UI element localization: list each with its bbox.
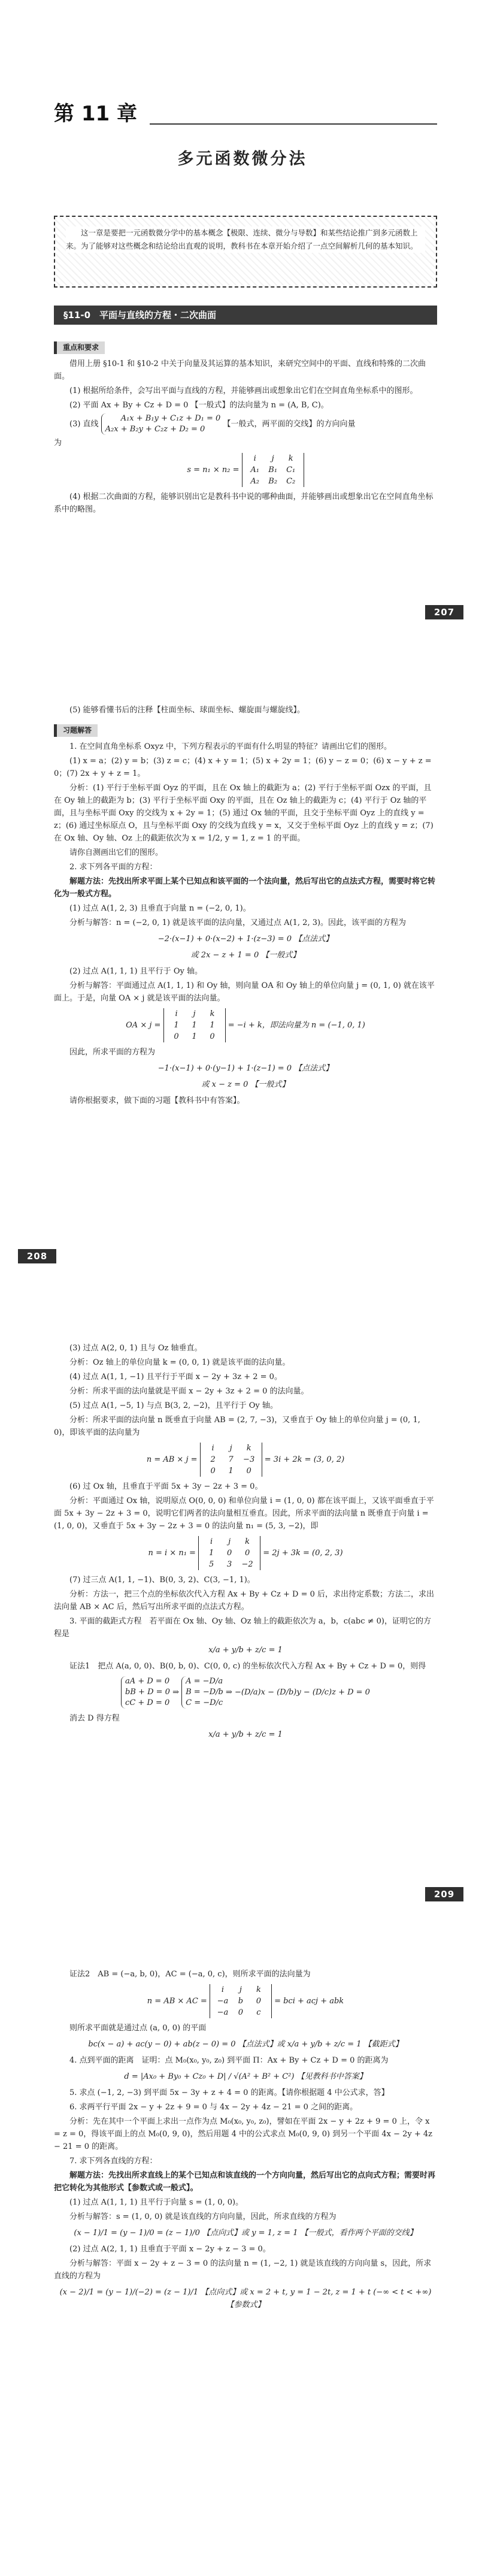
- page-209: [0, 1288, 485, 1932]
- question-2-5-formula: [54, 1443, 437, 1477]
- question-2-1: (1) 过点 A(1, 2, 3) 且垂直于向量 n = (−2, 0, 1)。: [69, 904, 251, 913]
- question-2-2-formula: [54, 1008, 437, 1042]
- question-2-4-analysis: 分析：所求平面的法向量就是平面 x − 2y + 3z + 2 = 0 的法向量。: [69, 1387, 309, 1396]
- det-cell: −3: [243, 1455, 255, 1464]
- question-2-1-answer: 分析与解答：n = (−2, 0, 1) 就是该平面的法向量，又通过点 A(1, 2, 3)。因此，该平面的方程为: [69, 918, 407, 927]
- distance-formula: d = |Ax₀ + By₀ + Cz₀ + D| / √(A² + B² + C²) 【见教科书中答案】: [124, 2072, 367, 2081]
- requirement-3-prefix: (3) 直线: [69, 419, 99, 429]
- det-cell: −a: [217, 2008, 229, 2017]
- exercises-block-3: [54, 1968, 437, 2315]
- system-solution: A = −D/a: [186, 1677, 223, 1686]
- direction-formula-left: s = n₁ × n₂ =: [187, 465, 240, 474]
- exercises-block-2: [54, 1342, 437, 1744]
- proof-1-solutions: [181, 1676, 223, 1709]
- proof-1: 证法1 把点 A(a, 0, 0)、B(0, b, 0)、C(0, 0, c) 的坐标依次代入方程 Ax + By + Cz + D = 0，则得: [69, 1662, 426, 1671]
- proof-2-tail: 则所求平面就是通过点 (a, 0, 0) 的平面: [69, 2024, 207, 2033]
- question-2-1-eq2: 或 2x − z + 1 = 0 【一般式】: [190, 951, 301, 960]
- cross-determinant: [200, 1443, 262, 1477]
- question-2-4: (4) 过点 A(1, 1, −1) 且平行于平面 x − 2y + 3z + 2 = 0。: [69, 1372, 282, 1381]
- cross-determinant: [210, 1984, 272, 2018]
- proof-1-system: aA + D = 0 bB + D = 0 cC + D = 0 ⇒ A = −D/a B = −D/b C = −D/c ⇒ −(D/a)x − (D/b)y − (D/c)z + D = 0: [54, 1676, 437, 1709]
- system-eq: aA + D = 0: [125, 1677, 170, 1686]
- det-cell: −a: [217, 1997, 229, 2006]
- question-2: 2. 求下列各平面的方程：: [69, 863, 157, 872]
- det-cell: 1: [192, 1032, 197, 1041]
- page-207: [0, 0, 485, 644]
- question-2-2-note: 请你根据要求，做下面的习题【教科书中有答案】。: [69, 1096, 245, 1105]
- exercises-block-1: [54, 704, 437, 1109]
- question-7-2-eq: (x − 2)/1 = (y − 1)/(−2) = (z − 1)/1 【点向式】或 x = 2 + t, y = 1 − 2t, z = 1 + t (−∞ < t < +∞) 【参数式】: [59, 2288, 432, 2309]
- question-2-2-eq2: 或 x − z = 0 【一般式】: [201, 1080, 290, 1089]
- requirement-5: (5) 能够看懂书后的注释【柱面坐标、球面坐标、螺旋面与螺旋线】。: [69, 706, 305, 715]
- system-solution: B = −D/b: [186, 1688, 223, 1697]
- proof-1-substitution: ⇒ −(D/a)x − (D/b)y − (D/c)z + D = 0: [225, 1688, 370, 1697]
- det-cell: i: [221, 1985, 225, 1994]
- det-cell: B₁: [268, 465, 278, 474]
- det-cell: 1: [228, 1467, 234, 1476]
- question-3: 3. 平面的截距式方程 若平面在 Ox 轴、Oy 轴、Oz 轴上的截距依次为 a，b，c(abc ≠ 0)，证明它的方程是: [54, 1617, 431, 1638]
- det-cell: 0: [210, 1467, 216, 1476]
- det-cell: C₁: [286, 465, 296, 474]
- question-2-2-answer: 分析与解答：平面通过点 A(1, 1, 1) 和 Oy 轴，则向量 OA 和 Oy 轴上的单位向量 j = (0, 1, 0) 就在该平面上。于是，向量 OA × j 就是该平面的法向量。: [54, 981, 435, 1003]
- formula-result: = bci + acj + abk: [274, 1997, 344, 2006]
- page-number: 209: [425, 1887, 463, 1901]
- requirement-4: (4) 根据二次曲面的方程，能够识别出它是教科书中说的哪种曲面，并能够画出或想象出它在空间直角坐标系中的略图。: [54, 492, 434, 514]
- question-7-1: (1) 过点 A(1, 1, 1) 且平行于向量 s = (1, 0, 0)。: [69, 2198, 244, 2207]
- det-cell: i: [175, 1009, 178, 1018]
- question-5: 5. 求点 (−1, 2, −3) 到平面 5x − 3y + z + 4 = 0 的距离。【请你根据题 4 中公式求，答】: [69, 2088, 389, 2097]
- question-7: 7. 求下列各直线的方程：: [69, 2157, 157, 2166]
- det-cell: j: [239, 1985, 242, 1994]
- det-cell: 5: [208, 1560, 214, 1569]
- question-1-note: 请你自测画出它们的图形。: [69, 848, 163, 857]
- line-general-form: [101, 413, 221, 435]
- requirement-3-tail: 为: [54, 439, 62, 448]
- proof-1-eqs: [121, 1676, 170, 1709]
- requirements-intro: 借用上册 §10-1 和 §10-2 中关于向量及其运算的基本知识，来研究空间中的平面、直线和特殊的二次曲面。: [54, 359, 426, 381]
- question-2-3-analysis: 分析：Oz 轴上的单位向量 k = (0, 0, 1) 就是该平面的法向量。: [69, 1358, 290, 1367]
- question-2-6-formula: [54, 1536, 437, 1570]
- det-cell: 1: [192, 1021, 197, 1030]
- direction-vector-formula: [54, 453, 437, 487]
- requirement-2: (2) 平面 Ax + By + Cz + D = 0 【一般式】的法向量为 n = (A, B, C)。: [69, 401, 329, 410]
- cross-determinant: [198, 1536, 260, 1570]
- requirements-tag: 重点和要求: [54, 341, 105, 354]
- formula-left: n = AB × AC =: [147, 1997, 207, 2006]
- det-cell: k: [288, 454, 293, 463]
- proof-1-end: 消去 D 得方程: [69, 1714, 120, 1723]
- requirements-block: [54, 335, 437, 518]
- requirement-1: (1) 根据所给条件，会写出平面与直线的方程，并能够画出或想象出它们在空间直角坐标系中的图形。: [69, 386, 418, 395]
- det-cell: j: [228, 1537, 231, 1546]
- question-2-method: 解题方法：先找出所求平面上某个已知点和该平面的一个法向量，然后写出它的点法式方程，需要时将它转化为一般式方程。: [54, 877, 436, 899]
- det-cell: C₂: [286, 477, 296, 486]
- formula-result: = 2j + 3k = (0, 2, 3): [263, 1549, 343, 1558]
- question-2-2-conclusion: 因此，所求平面的方程为: [69, 1048, 156, 1057]
- chapter-title: 多元函数微分法: [177, 150, 308, 168]
- det-cell: 0: [210, 1032, 215, 1041]
- det-cell: 0: [256, 1997, 262, 2006]
- requirement-3-suffix: 【一般式，两平面的交线】的方向向量: [223, 419, 356, 429]
- det-cell: A₁: [250, 465, 259, 474]
- question-6-analysis: 分析：先在其中一个平面上求出一点作为点 M₀(x₀, y₀, z₀)，譬如在平面 2x − y + 2z + 9 = 0 上，令 x = z = 0，得该平面上的点 M₀(0, 9, 0)，然后用题 4 中的公式求点 M₀(0, 9, 0) 到另一个平面 4x − 2y + 4z − 21 = 0 的距离。: [54, 2117, 433, 2151]
- proof-2-formula: [54, 1984, 437, 2018]
- det-cell: b: [238, 1997, 244, 2006]
- proof-2: 证法2 AB = (−a, b, 0)，AC = (−a, 0, c)，则所求平面的法向量为: [69, 1970, 311, 1979]
- det-cell: i: [211, 1444, 214, 1453]
- page-210: [0, 1932, 485, 2576]
- question-2-1-eq1: −2·(x−1) + 0·(x−2) + 1·(z−3) = 0 【点法式】: [157, 935, 334, 944]
- question-2-3: (3) 过点 A(2, 0, 1) 且与 Oz 轴垂直。: [69, 1344, 202, 1353]
- question-1-analysis: 分析：(1) 平行于坐标平面 Oyz 的平面，且在 Ox 轴上的截距为 a；(2) 平行于坐标平面 Ozx 的平面，且在 Oy 轴上的截距为 b；(3) 平行于坐标平面 Oxy 的平面，且在 Oz 轴上的截距为 c；(4) 平行于 Oz 轴的平面，且与坐标平面 Oxy 的交线为 x + 2y = 1；(5) 通过 Ox 轴的平面，且交于坐标平面 Oyz 上的直线 y = z；(6) 通过坐标原点 O，且与坐标平面 Oxy 的交线为直线 y = x，又交于坐标平面 Oyz 上的直线 y = z；(7) 在 Ox 轴、Oy 轴、Oz 上的截距依次为 x = 1/2, y = 1, z = 1 的平面。: [54, 784, 434, 843]
- question-1-items: (1) x = a；(2) y = b；(3) z = c；(4) x + y = 1；(5) x + 2y = 1；(6) y − z = 0；(6) x − y + z = 0；(7) 2x + y + z = 1。: [54, 757, 432, 778]
- det-cell: 1: [208, 1549, 214, 1558]
- det-cell: c: [256, 2008, 261, 2017]
- det-cell: −2: [241, 1560, 253, 1569]
- proof-2-eq: bc(x − a) + ac(y − 0) + ab(z − 0) = 0 【点法式】或 x/a + y/b + z/c = 1 【截距式】: [88, 2040, 403, 2049]
- det-cell: 0: [246, 1467, 251, 1476]
- direction-determinant: [242, 453, 304, 487]
- det-cell: j: [229, 1444, 232, 1453]
- line-general-eq2: A₂x + B₂y + C₂z + D₂ = 0: [105, 425, 205, 434]
- chapter-label: 第 11 章: [54, 102, 137, 126]
- system-eq: cC + D = 0: [125, 1698, 170, 1707]
- det-cell: 2: [210, 1455, 216, 1464]
- proof-1-result: x/a + y/b + z/c = 1: [208, 1730, 283, 1739]
- question-2-5-analysis: 分析：所求平面的法向量 n 既垂直于向量 AB = (2, 7, −3)，又垂直于 Oy 轴上的单位向量 j = (0, 1, 0)，即该平面的法向量为: [54, 1416, 420, 1437]
- requirement-3: [54, 413, 437, 435]
- formula-result: = −i + k，即法向量为 n = (−1, 0, 1): [228, 1021, 365, 1030]
- det-cell: k: [245, 1537, 250, 1546]
- det-cell: k: [210, 1009, 215, 1018]
- formula-left: n = i × n₁ =: [148, 1549, 196, 1558]
- line-general-eq1: A₁x + B₁y + C₁z + D₁ = 0: [120, 414, 221, 423]
- system-eq: bB + D = 0: [125, 1688, 170, 1697]
- intercept-form-eq: x/a + y/b + z/c = 1: [208, 1646, 283, 1655]
- det-cell: 0: [174, 1032, 179, 1041]
- det-cell: 7: [228, 1455, 234, 1464]
- chapter-intro-box: [54, 216, 437, 288]
- question-2-5: (5) 过点 A(1, −5, 1) 与点 B(3, 2, −2)，且平行于 Oy 轴。: [69, 1401, 278, 1410]
- det-cell: 3: [226, 1560, 232, 1569]
- question-2-6: (6) 过 Ox 轴，且垂直于平面 5x + 3y − 2z + 3 = 0。: [69, 1482, 263, 1491]
- page-number: 208: [18, 1249, 56, 1263]
- question-7-1-answer: 分析与解答：s = (1, 0, 0) 就是该直线的方向向量，因此，所求直线的方程为: [69, 2212, 337, 2221]
- formula-result: = 3i + 2k = (3, 0, 2): [264, 1455, 345, 1464]
- det-cell: 0: [244, 1549, 250, 1558]
- chapter-rule: [150, 123, 437, 125]
- question-2-2-eq1: −1·(x−1) + 0·(y−1) + 1·(z−1) = 0 【点法式】: [157, 1064, 334, 1073]
- question-2-7: (7) 过三点 A(1, 1, −1)、B(0, 3, 2)、C(3, −1, 1)。: [69, 1576, 255, 1585]
- det-cell: i: [210, 1537, 213, 1546]
- formula-left: OA × j =: [126, 1021, 161, 1030]
- question-7-method: 解题方法：先找出所求直线上的某个已知点和该直线的一个方向向量，然后写出它的点向式方程；需要时再把它转化为其他形式【参数式或一般式】。: [54, 2171, 436, 2193]
- cross-determinant: [163, 1008, 226, 1042]
- exercises-tag: 习题解答: [54, 724, 98, 737]
- det-cell: j: [193, 1009, 196, 1018]
- det-cell: 0: [238, 2008, 244, 2017]
- question-4: 4. 点到平面的距离 证明：点 M₀(x₀, y₀, z₀) 到平面 Π：Ax + By + Cz + D = 0 的距离为: [69, 2056, 389, 2065]
- question-1: 1. 在空间直角坐标系 Oxyz 中，下列方程表示的平面有什么明显的特征？请画出它们的图形。: [69, 742, 392, 751]
- page-208: [0, 644, 485, 1288]
- question-7-2-answer: 分析与解答：平面 x − 2y + z − 3 = 0 的法向量 n = (1, −2, 1) 就是该直线的方向向量 s，因此，所求直线的方程为: [54, 2259, 432, 2281]
- det-cell: B₂: [268, 477, 278, 486]
- system-solution: C = −D/c: [186, 1698, 223, 1707]
- det-cell: 1: [210, 1021, 215, 1030]
- question-2-2: (2) 过点 A(1, 1, 1) 且平行于 Oy 轴。: [69, 967, 202, 976]
- section-title: §11-0 平面与直线的方程・二次曲面: [54, 306, 437, 325]
- chapter-intro-text: 这一章是要把一元函数微分学中的基本概念【极限、连续、微分与导数】和某些结论推广到多元函数上来。为了能够对这些概念和结论给出直观的说明，教科书在本章开始介绍了一点空间解析几何的基本知识。: [66, 226, 425, 253]
- det-cell: k: [256, 1985, 261, 1994]
- det-cell: 0: [226, 1549, 232, 1558]
- question-7-1-eq: (x − 1)/1 = (y − 1)/0 = (z − 1)/0 【点向式】或 y = 1, z = 1 【一般式，看作两个平面的交线】: [74, 2229, 417, 2238]
- det-cell: k: [246, 1444, 251, 1453]
- formula-left: n = AB × j =: [146, 1455, 198, 1464]
- page-number: 207: [425, 605, 463, 619]
- question-6: 6. 求两平行平面 2x − y + 2z + 9 = 0 与 4x − 2y + 4z − 21 = 0 之间的距离。: [69, 2103, 358, 2112]
- det-cell: j: [271, 454, 274, 463]
- det-cell: A₂: [250, 477, 259, 486]
- question-2-7-analysis: 分析：方法一，把三个点的坐标依次代入方程 Ax + By + Cz + D = 0 后，求出待定系数；方法二，求出法向量 AB × AC 后，然后写出所求平面的点法式方程。: [54, 1590, 435, 1611]
- question-7-2: (2) 过点 A(2, 1, 1) 且垂直于平面 x − 2y + z − 3 = 0。: [69, 2245, 271, 2254]
- det-cell: 1: [174, 1021, 179, 1030]
- question-2-6-analysis: 分析：平面通过 Ox 轴，说明原点 O(0, 0, 0) 和单位向量 i = (1, 0, 0) 都在该平面上，又该平面垂直于平面 5x + 3y − 2z + 3 = 0，说明它们两者的法向量相互垂直。因此，所求平面的法向量 n 既垂直于向量 i = (1, 0, 0)，又垂直于 5x + 3y − 2z + 3 = 0 的法向量 n₁ = (5, 3, −2)，即: [54, 1496, 434, 1531]
- det-cell: i: [253, 454, 256, 463]
